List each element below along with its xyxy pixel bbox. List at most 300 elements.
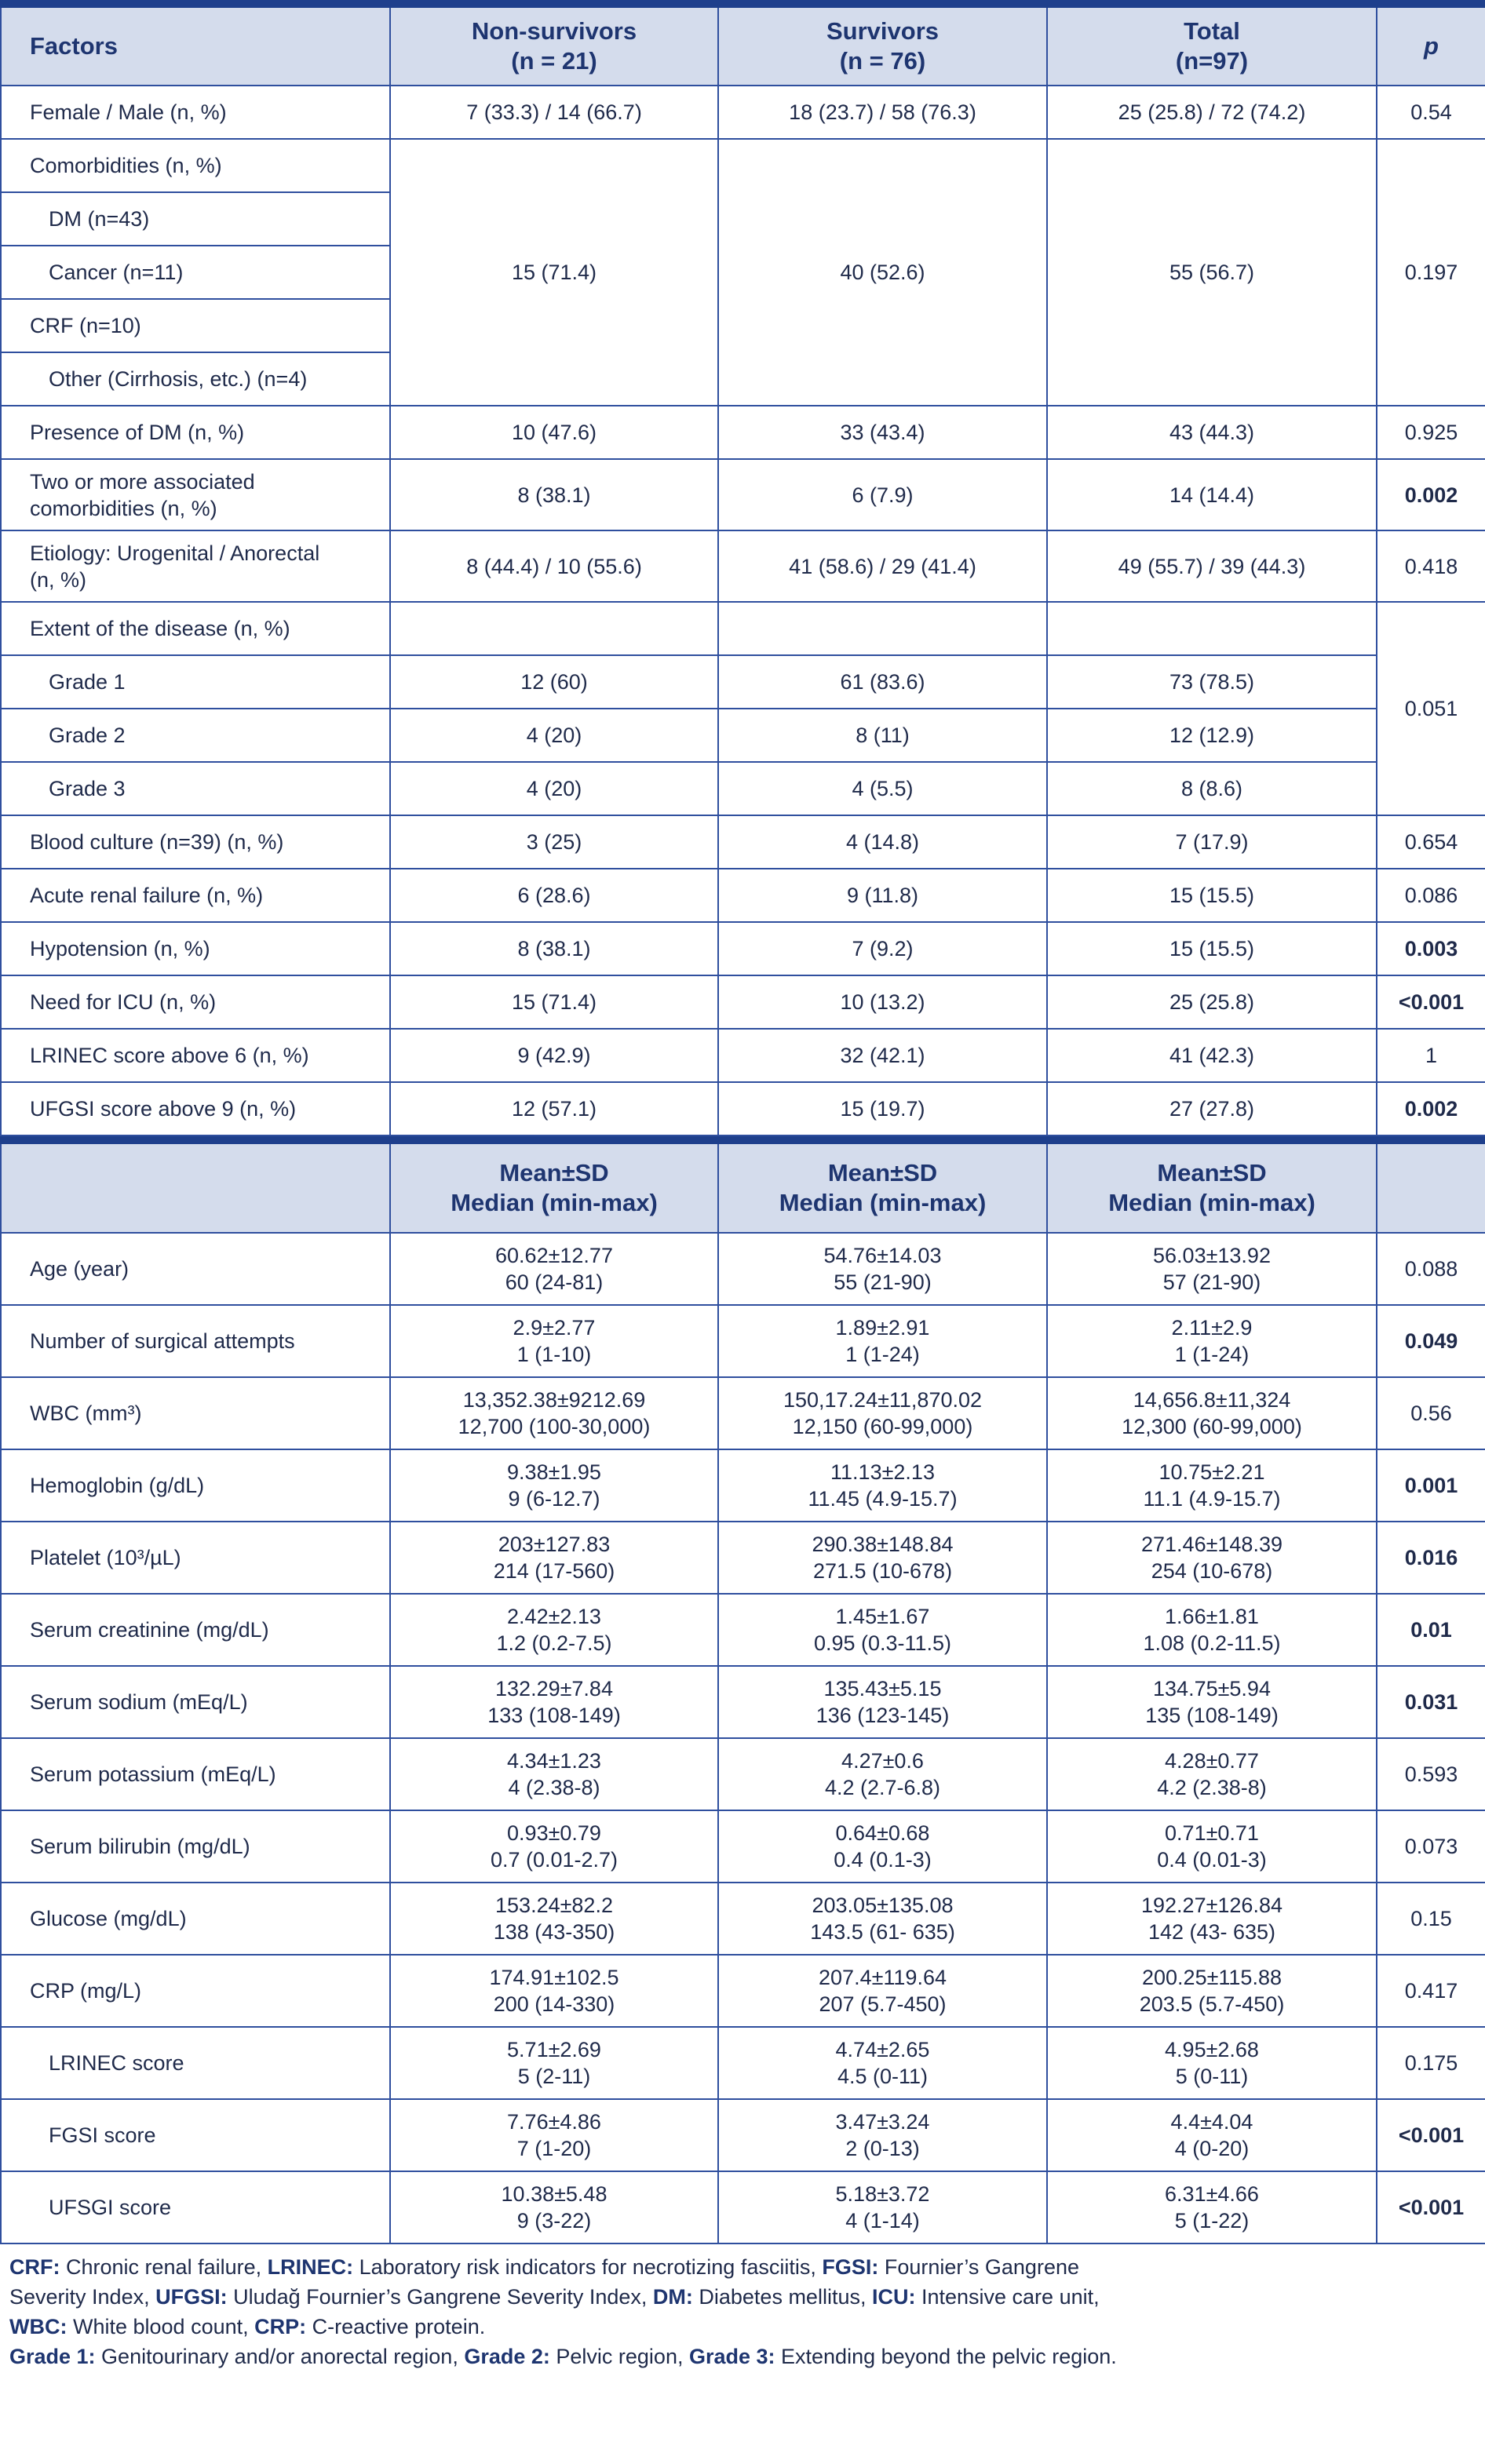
mean-sd: 14,656.8±11,324 xyxy=(1133,1388,1291,1412)
row-label: LRINEC score xyxy=(1,2027,390,2099)
mean-sd: 1.89±2.91 xyxy=(835,1316,930,1340)
cell-p: 0.56 xyxy=(1377,1377,1485,1449)
row-label: Grade 3 xyxy=(1,762,390,815)
mean-sd: 290.38±148.84 xyxy=(812,1533,954,1556)
mean-sd: 150,17.24±11,870.02 xyxy=(783,1388,983,1412)
cell-p: 0.418 xyxy=(1377,530,1485,602)
cell-survivors xyxy=(718,1233,1047,1305)
cell-nonsurvivors: 4 (20) xyxy=(390,709,718,762)
footnote-text: Diabetes mellitus, xyxy=(692,2285,872,2309)
row-label: Female / Male (n, %) xyxy=(1,86,390,139)
cell-survivors xyxy=(718,1305,1047,1377)
footnote-abbr: CRF: xyxy=(9,2255,60,2279)
table-row xyxy=(1,459,1485,530)
mean-sd: 9.38±1.95 xyxy=(507,1460,601,1484)
mean-sd: 271.46±148.39 xyxy=(1141,1533,1282,1556)
row-label: DM (n=43) xyxy=(1,192,390,246)
mean-sd: 6.31±4.66 xyxy=(1165,2182,1259,2206)
footnote-abbr: UFGSI: xyxy=(155,2285,228,2309)
cell-p: 0.197 xyxy=(1377,139,1485,406)
cell-total xyxy=(1047,1883,1377,1955)
cell-nonsurvivors xyxy=(390,2099,718,2171)
cell-nonsurvivors xyxy=(390,1233,718,1305)
cell-survivors: 40 (52.6) xyxy=(718,139,1047,406)
cell-survivors: 41 (58.6) / 29 (41.4) xyxy=(718,530,1047,602)
row-label: CRP (mg/L) xyxy=(1,1955,390,2027)
cell-survivors xyxy=(718,1738,1047,1810)
cell-nonsurvivors xyxy=(390,1883,718,1955)
cell-nonsurvivors xyxy=(390,1810,718,1883)
cell-survivors: 9 (11.8) xyxy=(718,869,1047,922)
table-row xyxy=(1,86,1485,139)
cell-total: 7 (17.9) xyxy=(1047,815,1377,869)
median-range: 1.2 (0.2-7.5) xyxy=(496,1631,612,1655)
cell-nonsurvivors: 12 (57.1) xyxy=(390,1082,718,1135)
cell-p: 0.925 xyxy=(1377,406,1485,459)
median-range: 4 (2.38-8) xyxy=(508,1776,600,1799)
table-row xyxy=(1,2027,1485,2099)
row-label: Number of surgical attempts xyxy=(1,1305,390,1377)
cell-total xyxy=(1047,1810,1377,1883)
footnote-abbr: Grade 3: xyxy=(688,2345,775,2368)
mean-sd: 3.47±3.24 xyxy=(835,2110,930,2134)
footnote-text: C-reactive protein. xyxy=(306,2315,486,2338)
mean-sd: 203.05±135.08 xyxy=(812,1894,954,1917)
cell-total: 49 (55.7) / 39 (44.3) xyxy=(1047,530,1377,602)
cell-survivors: 8 (11) xyxy=(718,709,1047,762)
table-row xyxy=(1,869,1485,922)
row-label: Serum potassium (mEq/L) xyxy=(1,1738,390,1810)
mean-sd: 4.27±0.6 xyxy=(841,1749,924,1773)
cell-survivors xyxy=(718,1955,1047,2027)
mean-sd: 56.03±13.92 xyxy=(1153,1244,1271,1267)
median-range: 9 (3-22) xyxy=(516,2209,592,2233)
median-range: 11.45 (4.9-15.7) xyxy=(808,1487,958,1511)
cell-nonsurvivors xyxy=(390,2171,718,2243)
cell-survivors xyxy=(718,2171,1047,2243)
footnote-text: Pelvic region, xyxy=(549,2345,689,2368)
footnote-text: Chronic renal failure, xyxy=(60,2255,268,2279)
median-range: 5 (2-11) xyxy=(517,2065,591,2088)
footnote-abbr: CRP: xyxy=(254,2315,307,2338)
header-nonsurvivors: Non-survivors (n = 21) xyxy=(390,8,718,86)
footnote-abbr: Grade 2: xyxy=(464,2345,550,2368)
cell-nonsurvivors xyxy=(390,602,718,655)
median-range: 143.5 (61- 635) xyxy=(810,1920,955,1944)
row-label: FGSI score xyxy=(1,2099,390,2171)
cell-p: 0.051 xyxy=(1377,602,1485,815)
cell-p: 0.15 xyxy=(1377,1883,1485,1955)
mean-sd: 2.9±2.77 xyxy=(513,1316,596,1340)
header-empty xyxy=(1,1144,390,1233)
mean-sd: 200.25±115.88 xyxy=(1142,1966,1282,1989)
mean-sd: 203±127.83 xyxy=(498,1533,611,1556)
cell-survivors: 10 (13.2) xyxy=(718,975,1047,1029)
mean-sd: 5.18±3.72 xyxy=(835,2182,930,2206)
mean-sd: 153.24±82.2 xyxy=(495,1894,613,1917)
cell-nonsurvivors xyxy=(390,1449,718,1522)
row-label: LRINEC score above 6 (n, %) xyxy=(1,1029,390,1082)
cell-p: 0.54 xyxy=(1377,86,1485,139)
mean-sd: 4.28±0.77 xyxy=(1165,1749,1259,1773)
mean-sd: 4.4±4.04 xyxy=(1170,2110,1253,2134)
median-range: 271.5 (10-678) xyxy=(812,1559,953,1583)
cell-p: 0.003 xyxy=(1377,922,1485,975)
row-label: Extent of the disease (n, %) xyxy=(1,602,390,655)
cell-nonsurvivors: 3 (25) xyxy=(390,815,718,869)
footnote-text: Fournier’s Gangrene xyxy=(878,2255,1079,2279)
cell-total xyxy=(1047,2099,1377,2171)
row-label: Two or more associated comorbidities (n, %) xyxy=(1,459,390,530)
median-range: 9 (6-12.7) xyxy=(508,1487,600,1511)
footnote-abbr: DM: xyxy=(652,2285,693,2309)
median-range: 55 (21-90) xyxy=(834,1270,932,1294)
cell-nonsurvivors xyxy=(390,1305,718,1377)
median-range: 135 (108-149) xyxy=(1145,1704,1279,1727)
cell-nonsurvivors: 8 (38.1) xyxy=(390,459,718,530)
cell-survivors xyxy=(718,602,1047,655)
row-label: Hypotension (n, %) xyxy=(1,922,390,975)
median-range: 11.1 (4.9-15.7) xyxy=(1143,1487,1281,1511)
cell-nonsurvivors: 8 (38.1) xyxy=(390,922,718,975)
mean-sd: 1.66±1.81 xyxy=(1165,1605,1259,1628)
mean-sd: 207.4±119.64 xyxy=(819,1966,947,1989)
mean-sd: 174.91±102.5 xyxy=(489,1966,619,1989)
cell-total: 27 (27.8) xyxy=(1047,1082,1377,1135)
table-row xyxy=(1,2099,1485,2171)
median-range: 5 (1-22) xyxy=(1174,2209,1250,2233)
cell-total: 14 (14.4) xyxy=(1047,459,1377,530)
row-label: Serum sodium (mEq/L) xyxy=(1,1666,390,1738)
cell-total xyxy=(1047,1594,1377,1666)
categorical-simple-rows xyxy=(1,815,1485,1135)
mean-sd: 60.62±12.77 xyxy=(495,1244,613,1267)
median-range: 200 (14-330) xyxy=(493,1992,615,2016)
cell-survivors: 15 (19.7) xyxy=(718,1082,1047,1135)
cell-p: 1 xyxy=(1377,1029,1485,1082)
median-range: 12,700 (100-30,000) xyxy=(458,1415,651,1438)
cell-p: <0.001 xyxy=(1377,2099,1485,2171)
row-label: Other (Cirrhosis, etc.) (n=4) xyxy=(1,352,390,406)
cell-total xyxy=(1047,1305,1377,1377)
mean-sd: 0.93±0.79 xyxy=(507,1821,601,1845)
mean-sd: 11.13±2.13 xyxy=(830,1460,935,1484)
cell-total: 73 (78.5) xyxy=(1047,655,1377,709)
cell-survivors xyxy=(718,1810,1047,1883)
cell-p: <0.001 xyxy=(1377,975,1485,1029)
cell-total xyxy=(1047,1738,1377,1810)
row-label: Serum creatinine (mg/dL) xyxy=(1,1594,390,1666)
middle-rule xyxy=(0,1136,1485,1144)
median-range: 0.95 (0.3-11.5) xyxy=(813,1631,952,1655)
cell-p: 0.002 xyxy=(1377,459,1485,530)
footnote-text: Uludağ Fournier’s Gangrene Severity Index, xyxy=(227,2285,653,2309)
cell-total: 43 (44.3) xyxy=(1047,406,1377,459)
cell-nonsurvivors: 15 (71.4) xyxy=(390,975,718,1029)
table-row xyxy=(1,2171,1485,2243)
cell-nonsurvivors xyxy=(390,1666,718,1738)
median-range: 203.5 (5.7-450) xyxy=(1139,1992,1285,2016)
cell-nonsurvivors xyxy=(390,2027,718,2099)
median-range: 1 (1-10) xyxy=(516,1343,592,1366)
median-range: 4.2 (2.7-6.8) xyxy=(824,1776,941,1799)
table-row xyxy=(1,1449,1485,1522)
cell-survivors: 33 (43.4) xyxy=(718,406,1047,459)
median-range: 142 (43- 635) xyxy=(1148,1920,1276,1944)
cell-p: 0.073 xyxy=(1377,1810,1485,1883)
row-label: WBC (mm³) xyxy=(1,1377,390,1449)
cell-total: 15 (15.5) xyxy=(1047,869,1377,922)
table-row xyxy=(1,530,1485,602)
table-row xyxy=(1,1810,1485,1883)
median-range: 1.08 (0.2-11.5) xyxy=(1143,1631,1281,1655)
median-range: 7 (1-20) xyxy=(516,2137,592,2160)
median-range: 1 (1-24) xyxy=(845,1343,920,1366)
mean-sd: 13,352.38±9212.69 xyxy=(462,1388,646,1412)
median-range: 0.7 (0.01-2.7) xyxy=(490,1848,618,1872)
table-row xyxy=(1,922,1485,975)
top-rule xyxy=(0,0,1485,8)
footnote-abbr: ICU: xyxy=(871,2285,916,2309)
row-label: UFGSI score above 9 (n, %) xyxy=(1,1082,390,1135)
median-range: 214 (17-560) xyxy=(493,1559,615,1583)
cell-p: 0.417 xyxy=(1377,1955,1485,2027)
table-row xyxy=(1,762,1485,815)
cell-survivors: 7 (9.2) xyxy=(718,922,1047,975)
header-row xyxy=(1,8,1485,86)
mean-sd: 1.45±1.67 xyxy=(835,1605,930,1628)
footnote-text: Severity Index, xyxy=(9,2285,156,2309)
cell-p: 0.001 xyxy=(1377,1449,1485,1522)
footnote-text: Laboratory risk indicators for necrotizing fasciitis, xyxy=(353,2255,823,2279)
row-label: Grade 2 xyxy=(1,709,390,762)
cell-survivors xyxy=(718,2099,1047,2171)
row-label: UFSGI score xyxy=(1,2171,390,2243)
cell-total: 8 (8.6) xyxy=(1047,762,1377,815)
cell-p: 0.01 xyxy=(1377,1594,1485,1666)
table-row xyxy=(1,655,1485,709)
median-range: 4 (0-20) xyxy=(1174,2137,1250,2160)
median-range: 2 (0-13) xyxy=(845,2137,920,2160)
row-label: Need for ICU (n, %) xyxy=(1,975,390,1029)
table-row xyxy=(1,815,1485,869)
mean-sd: 0.71±0.71 xyxy=(1165,1821,1259,1845)
median-range: 12,150 (60-99,000) xyxy=(792,1415,973,1438)
cell-survivors xyxy=(718,1883,1047,1955)
cell-total xyxy=(1047,1449,1377,1522)
row-label: Cancer (n=11) xyxy=(1,246,390,299)
cell-nonsurvivors: 4 (20) xyxy=(390,762,718,815)
median-range: 138 (43-350) xyxy=(493,1920,615,1944)
cell-survivors: 18 (23.7) / 58 (76.3) xyxy=(718,86,1047,139)
table-row xyxy=(1,1029,1485,1082)
cell-survivors: 4 (14.8) xyxy=(718,815,1047,869)
median-range: 0.4 (0.01-3) xyxy=(1157,1848,1267,1872)
cell-p: 0.088 xyxy=(1377,1233,1485,1305)
cell-p: 0.654 xyxy=(1377,815,1485,869)
row-label: Blood culture (n=39) (n, %) xyxy=(1,815,390,869)
cell-survivors xyxy=(718,1666,1047,1738)
cell-total xyxy=(1047,1666,1377,1738)
cell-nonsurvivors xyxy=(390,1377,718,1449)
footnote-line xyxy=(9,2282,1476,2312)
table-row xyxy=(1,1594,1485,1666)
footnote xyxy=(0,2244,1485,2371)
row-label: CRF (n=10) xyxy=(1,299,390,352)
footnote-line xyxy=(9,2342,1476,2371)
median-range: 12,300 (60-99,000) xyxy=(1122,1415,1302,1438)
cell-p: 0.175 xyxy=(1377,2027,1485,2099)
cell-p: 0.593 xyxy=(1377,1738,1485,1810)
footnote-abbr: FGSI: xyxy=(822,2255,879,2279)
mean-sd: 4.34±1.23 xyxy=(507,1749,601,1773)
row-label: Hemoglobin (g/dL) xyxy=(1,1449,390,1522)
header-stats: Mean±SD Median (min-max) xyxy=(390,1144,718,1233)
cell-nonsurvivors: 15 (71.4) xyxy=(390,139,718,406)
table-row xyxy=(1,709,1485,762)
cell-total xyxy=(1047,1522,1377,1594)
median-range: 133 (108-149) xyxy=(487,1704,621,1727)
row-label: Presence of DM (n, %) xyxy=(1,406,390,459)
cell-nonsurvivors: 12 (60) xyxy=(390,655,718,709)
table-row xyxy=(1,602,1485,655)
mean-sd: 4.74±2.65 xyxy=(835,2038,930,2061)
median-range: 5 (0-11) xyxy=(1175,2065,1249,2088)
continuous-table xyxy=(0,1144,1485,2244)
cell-nonsurvivors xyxy=(390,1594,718,1666)
cell-survivors: 4 (5.5) xyxy=(718,762,1047,815)
cell-survivors xyxy=(718,1594,1047,1666)
mean-sd: 10.38±5.48 xyxy=(501,2182,608,2206)
footnote-text: White blood count, xyxy=(67,2315,255,2338)
table-row xyxy=(1,1082,1485,1135)
cell-survivors: 32 (42.1) xyxy=(718,1029,1047,1082)
row-label: Grade 1 xyxy=(1,655,390,709)
cell-total xyxy=(1047,2027,1377,2099)
cell-survivors: 61 (83.6) xyxy=(718,655,1047,709)
table-row xyxy=(1,1955,1485,2027)
mean-sd: 7.76±4.86 xyxy=(507,2110,601,2134)
cell-nonsurvivors xyxy=(390,1522,718,1594)
cell-p: <0.001 xyxy=(1377,2171,1485,2243)
mean-sd: 2.11±2.9 xyxy=(1171,1316,1253,1340)
row-label: Platelet (10³/µL) xyxy=(1,1522,390,1594)
median-range: 4.2 (2.38-8) xyxy=(1157,1776,1267,1799)
table-row xyxy=(1,975,1485,1029)
cell-nonsurvivors xyxy=(390,1738,718,1810)
cell-survivors xyxy=(718,1522,1047,1594)
cell-p: 0.016 xyxy=(1377,1522,1485,1594)
mean-sd: 10.75±2.21 xyxy=(1158,1460,1265,1484)
cell-total xyxy=(1047,602,1377,655)
table-row xyxy=(1,139,1485,192)
median-range: 136 (123-145) xyxy=(815,1704,950,1727)
continuous-rows xyxy=(1,1233,1485,2243)
cell-nonsurvivors: 7 (33.3) / 14 (66.7) xyxy=(390,86,718,139)
cell-total xyxy=(1047,2171,1377,2243)
median-range: 254 (10-678) xyxy=(1151,1559,1273,1583)
table-row xyxy=(1,1738,1485,1810)
mean-sd: 0.64±0.68 xyxy=(835,1821,930,1845)
table-row xyxy=(1,406,1485,459)
cell-total xyxy=(1047,1377,1377,1449)
cell-total xyxy=(1047,1233,1377,1305)
table-row xyxy=(1,1233,1485,1305)
cell-survivors: 6 (7.9) xyxy=(718,459,1047,530)
row-label: Acute renal failure (n, %) xyxy=(1,869,390,922)
median-range: 4 (1-14) xyxy=(845,2209,920,2233)
footnote-line xyxy=(9,2252,1476,2282)
cell-survivors xyxy=(718,1449,1047,1522)
table-row xyxy=(1,1522,1485,1594)
cell-survivors xyxy=(718,1377,1047,1449)
cell-nonsurvivors: 8 (44.4) / 10 (55.6) xyxy=(390,530,718,602)
mean-sd: 54.76±14.03 xyxy=(823,1244,942,1267)
header-survivors: Survivors (n = 76) xyxy=(718,8,1047,86)
categorical-table xyxy=(0,8,1485,1136)
mean-sd: 5.71±2.69 xyxy=(507,2038,601,2061)
cell-total: 25 (25.8) / 72 (74.2) xyxy=(1047,86,1377,139)
cell-survivors xyxy=(718,2027,1047,2099)
footnote-abbr: WBC: xyxy=(9,2315,68,2338)
table-row xyxy=(1,1305,1485,1377)
footnote-line xyxy=(9,2312,1476,2342)
row-label: Etiology: Urogenital / Anorectal (n, %) xyxy=(1,530,390,602)
header-empty xyxy=(1377,1144,1485,1233)
mean-sd: 4.95±2.68 xyxy=(1165,2038,1259,2061)
cell-total: 55 (56.7) xyxy=(1047,139,1377,406)
cell-nonsurvivors: 10 (47.6) xyxy=(390,406,718,459)
cell-nonsurvivors: 9 (42.9) xyxy=(390,1029,718,1082)
cell-nonsurvivors xyxy=(390,1955,718,2027)
cell-p: 0.049 xyxy=(1377,1305,1485,1377)
median-range: 0.4 (0.1-3) xyxy=(834,1848,932,1872)
row-label: Comorbidities (n, %) xyxy=(1,139,390,192)
footnote-abbr: Grade 1: xyxy=(9,2345,96,2368)
cell-total: 12 (12.9) xyxy=(1047,709,1377,762)
row-label: Age (year) xyxy=(1,1233,390,1305)
header-stats: Mean±SD Median (min-max) xyxy=(718,1144,1047,1233)
median-range: 1 (1-24) xyxy=(1174,1343,1250,1366)
mean-sd: 2.42±2.13 xyxy=(507,1605,601,1628)
header-total: Total (n=97) xyxy=(1047,8,1377,86)
mean-sd: 134.75±5.94 xyxy=(1153,1677,1271,1700)
median-range: 4.5 (0-11) xyxy=(837,2065,929,2088)
row-label: Serum bilirubin (mg/dL) xyxy=(1,1810,390,1883)
cell-p: 0.002 xyxy=(1377,1082,1485,1135)
cell-p: 0.086 xyxy=(1377,869,1485,922)
header-stats: Mean±SD Median (min-max) xyxy=(1047,1144,1377,1233)
header-row-2 xyxy=(1,1144,1485,1233)
cell-total: 41 (42.3) xyxy=(1047,1029,1377,1082)
footnote-text: Intensive care unit, xyxy=(915,2285,1100,2309)
table-row xyxy=(1,1883,1485,1955)
cell-total xyxy=(1047,1955,1377,2027)
cell-nonsurvivors: 6 (28.6) xyxy=(390,869,718,922)
footnote-abbr: LRINEC: xyxy=(267,2255,354,2279)
header-factors: Factors xyxy=(1,8,390,86)
header-p: p xyxy=(1377,8,1485,86)
median-range: 207 (5.7-450) xyxy=(819,1992,947,2016)
median-range: 57 (21-90) xyxy=(1162,1270,1261,1294)
row-label: Glucose (mg/dL) xyxy=(1,1883,390,1955)
cell-total: 15 (15.5) xyxy=(1047,922,1377,975)
footnote-text: Extending beyond the pelvic region. xyxy=(775,2345,1117,2368)
table-row xyxy=(1,1666,1485,1738)
footnote-text: Genitourinary and/or anorectal region, xyxy=(95,2345,465,2368)
median-range: 60 (24-81) xyxy=(505,1270,604,1294)
mean-sd: 192.27±126.84 xyxy=(1141,1894,1282,1917)
